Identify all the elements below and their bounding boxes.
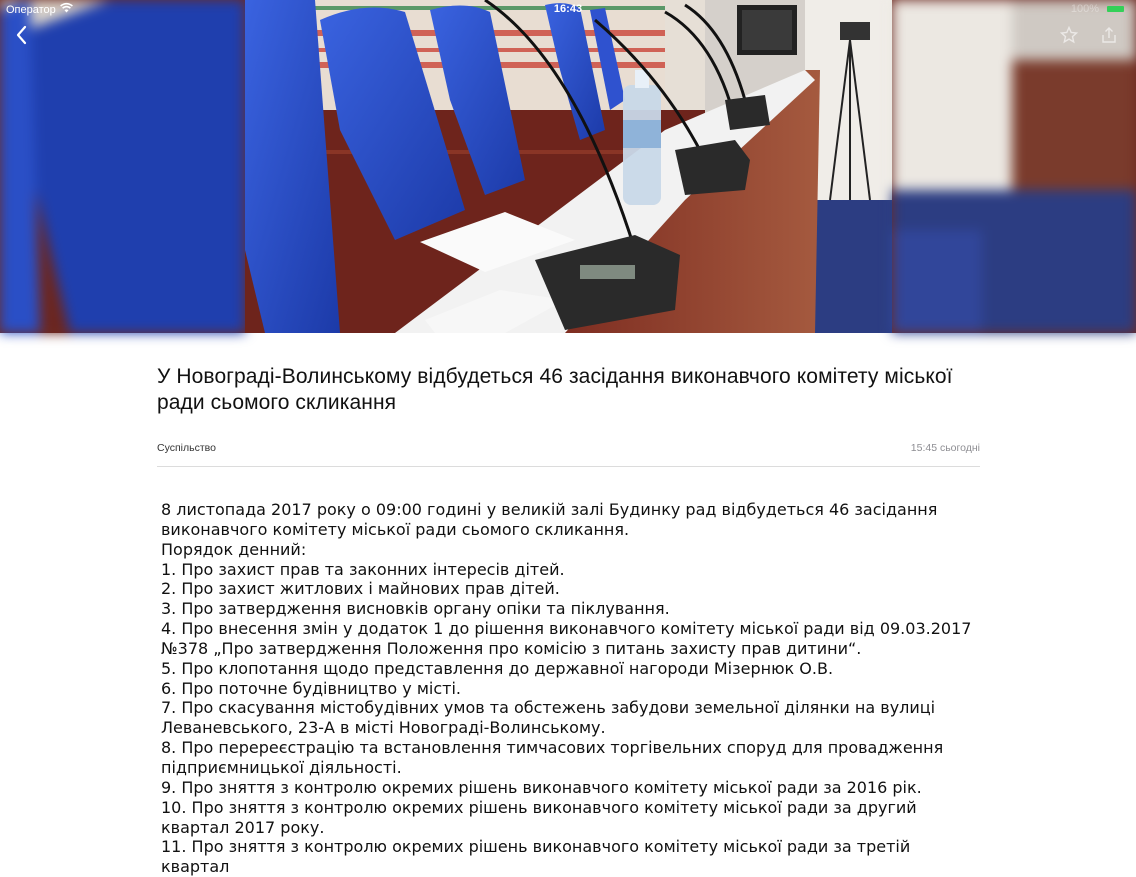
agenda-item: 11. Про зняття з контролю окремих рішень виконавчого комітету міської ради за третій квартал: [161, 837, 911, 877]
agenda-item: 5. Про клопотання щодо представлення до державної нагороди Мізернюк О.В.: [161, 658, 834, 678]
article-meta: [157, 442, 980, 456]
body-paragraph: 8 листопада 2017 року о 09:00 годині у великій залі Будинку рад відбудеться 46 засідання виконавчого комітету міської ради сьомого скликання.: [161, 500, 938, 539]
agenda-item: 4. Про внесення змін у додаток 1 до рішення виконавчого комітету міської ради від 09.03.2017 №378 „Про затвердження Положення про комісію з питань захисту прав дитини“.: [161, 619, 972, 658]
hero-blur-right: [892, 0, 1136, 333]
publish-time: 15:45 сьогодні: [910, 442, 980, 454]
status-bar: [0, 0, 1136, 18]
body-paragraph: Порядок денний:: [161, 539, 307, 559]
agenda-item: 7. Про скасування містобудівних умов та обстежень забудови земельної ділянки на вулиці Леваневського, 23-А в місті Новограді-Волинському.: [161, 698, 936, 738]
nav-actions: [1060, 26, 1118, 44]
article-body: [157, 500, 980, 877]
divider: [157, 466, 980, 467]
article: [157, 364, 980, 877]
hero-photo: [0, 0, 1136, 333]
back-button[interactable]: [12, 24, 32, 46]
battery-icon: [1107, 6, 1124, 12]
status-right: [1071, 3, 1124, 15]
status-time: 16:43: [553, 3, 583, 15]
carrier-label: Оператор: [6, 3, 56, 16]
chevron-left-icon: [12, 24, 32, 46]
agenda-item: 2. Про захист житлових і майнових прав дітей.: [161, 579, 560, 599]
star-button[interactable]: [1060, 26, 1078, 44]
agenda-item: 1. Про захист прав та законних інтересів дітей.: [161, 559, 565, 579]
star-icon: [1060, 26, 1078, 44]
agenda-item: 8. Про перереєстрацію та встановлення тимчасових торгівельних споруд для провадження підприємницької діяльності.: [161, 738, 944, 777]
agenda-item: 10. Про зняття з контролю окремих рішень виконавчого комітету міської ради за другий квартал 2017 року.: [161, 797, 917, 837]
agenda-item: 9. Про зняття з контролю окремих рішень виконавчого комітету міської ради за 2016 рік.: [161, 777, 922, 797]
hero-blur-left: [0, 0, 245, 333]
category-label[interactable]: Суспільство: [157, 442, 216, 454]
article-title: У Новограді-Волинському відбудеться 46 засідання виконавчого комітету міської ради сьомого скликання: [157, 365, 953, 414]
share-button[interactable]: [1100, 26, 1118, 44]
hero-photo-main: [245, 0, 892, 333]
agenda-item: 6. Про поточне будівництво у місті.: [161, 678, 461, 698]
share-icon: [1100, 26, 1118, 44]
battery-percent: 100%: [1070, 3, 1099, 15]
agenda-item: 3. Про затвердження висновків органу опіки та піклування.: [161, 599, 670, 619]
